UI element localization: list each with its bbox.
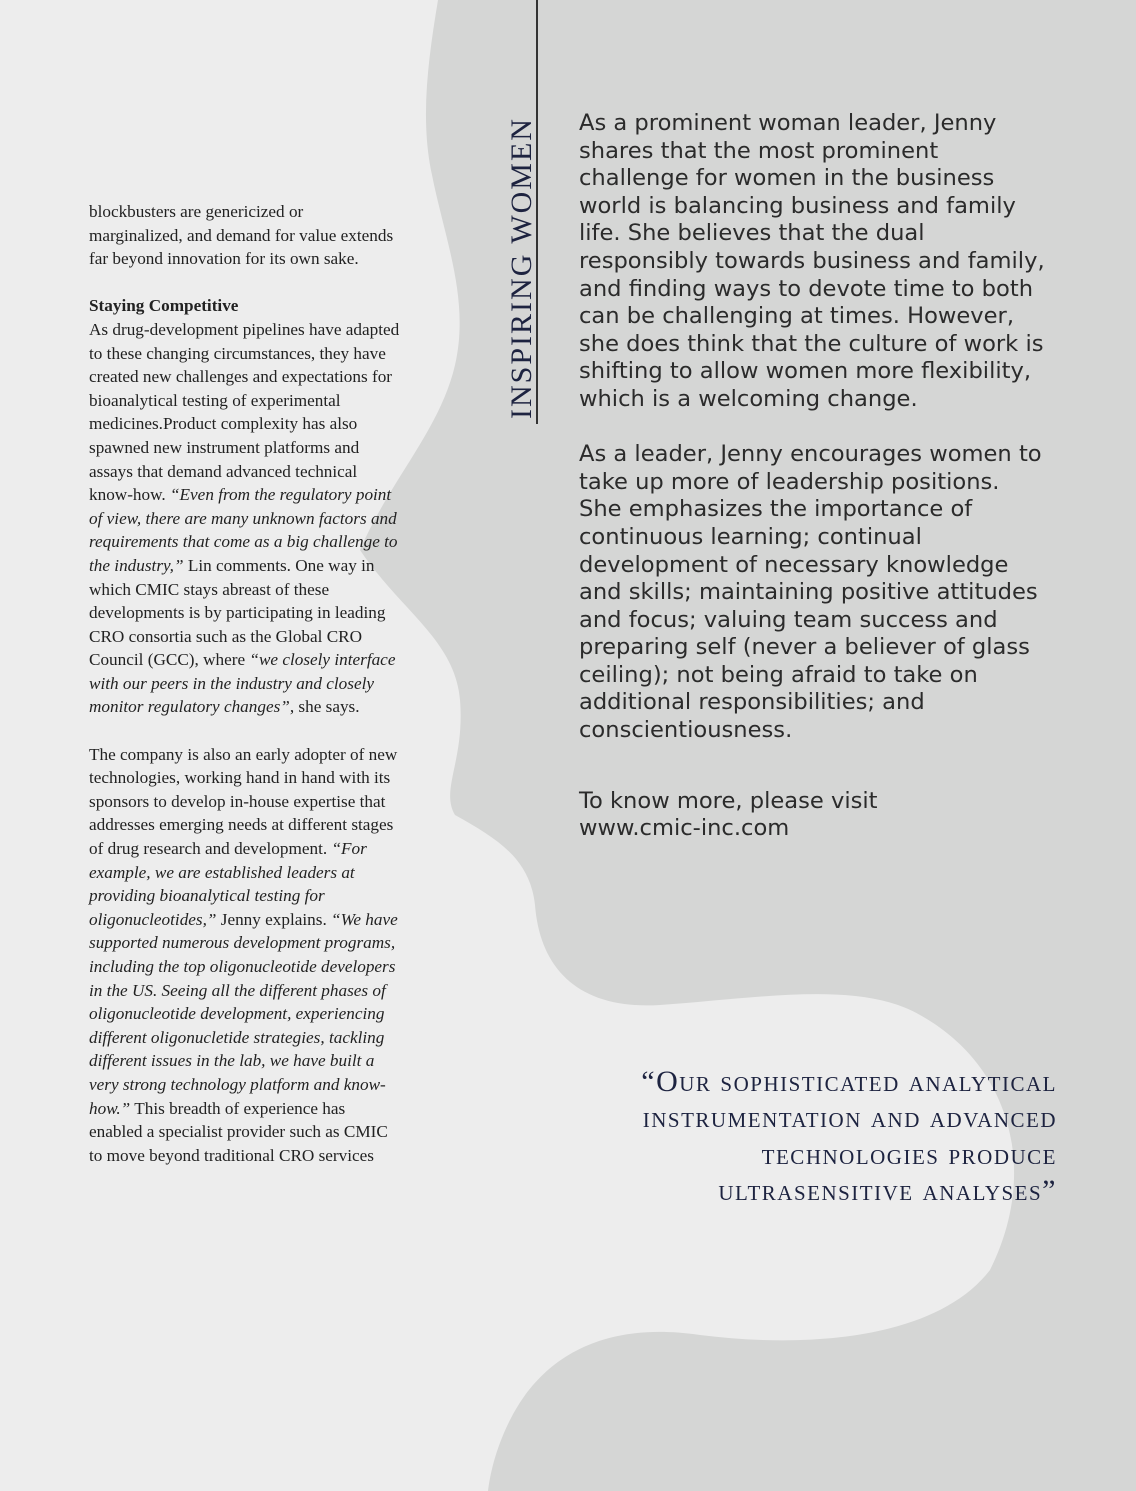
pull-quote-line-3: technologies produce [761,1137,1057,1171]
left-article-column [89,200,401,1167]
left-p2-quote-1: “Even from the regulatory point of view, there are many unknown factors and requirements that come as a big challenge to the industry,” [89,485,398,575]
visit-line: To know more, please visit [579,787,878,814]
left-paragraph-2 [89,318,401,719]
left-p3-quote-1: “For example, we are established leaders at providing bioanalytical testing for oligonucleotides,” [89,839,367,929]
left-p3-text-a: The company is also an early adopter of new technologies, working hand in hand with its sponsors to develop in-house expertise that addresses emerging needs at different stages of drug research and development. [89,744,398,859]
section-label [497,104,547,432]
right-paragraph-2: As a leader, Jenny encourages women to take up more of leadership positions. She emphasizes the importance of continuous learning; continual development of necessary knowledge and skills; maintaining positive attitudes and focus; valuing team success and preparing self (never a believer of glass ceiling); not being afraid to take on additional responsibilities; and conscientiousness. [579,441,1042,744]
pull-quote-line-1: “Our sophisticated analytical [641,1065,1057,1098]
pull-quote-line-4: ultrasensitive analyses” [718,1174,1057,1208]
pull-quote-line-2: instrumentation and advanced [642,1101,1057,1135]
left-p3-quote-2: “We have supported numerous development programs, including the top oligonucleotide developers in the US. Seeing all the different phases of oligonucleotide development, experiencing different oligonucletide strategies, tackling different issues in the lab, we have built a very strong technology platform and know-how.” [89,909,398,1118]
left-paragraph-3 [89,743,401,1168]
left-paragraph-1: blockbusters are genericized or marginalized, and demand for value extends far beyond innovation for its own sake. [89,202,394,269]
left-p2-quote-2: “we closely interface with our peers in the industry and closely monitor regulatory changes” [89,650,396,717]
website-url: www.cmic-inc.com [579,815,790,842]
left-p2-text-b: Lin comments. One way in which CMIC stays abreast of these developments is by participating in leading CRO consortia such as the Global CRO Council (GCC), where [89,555,386,670]
left-p2-text-c: , she says. [289,697,360,717]
right-article-column [579,110,1049,843]
section-label-text: INSPIRING WOMEN [505,117,538,419]
left-p2-text-a: As drug-development pipelines have adapted to these changing circumstances, they have created new challenges and expectations for bioanalytical testing of experimental medicines.Product complexity has also spawned new instrument platforms and assays that demand advanced technical know-how. [89,319,400,505]
pull-quote [500,1064,1057,1210]
left-p3-text-b: Jenny explains. [216,909,332,929]
left-p3-text-c: This breadth of experience has enabled a specialist provider such as CMIC to move beyond traditional CRO services [89,1098,388,1165]
right-paragraph-1: As a prominent woman leader, Jenny shares that the most prominent challenge for women in the business world is balancing business and family life. She believes that the dual responsibly towards business and family, and finding ways to devote time to both can be challenging at times. However, she does think that the culture of work is shifting to allow women more flexibility, which is a welcoming change. [579,110,1045,412]
staying-competitive-heading: Staying Competitive [89,296,239,316]
